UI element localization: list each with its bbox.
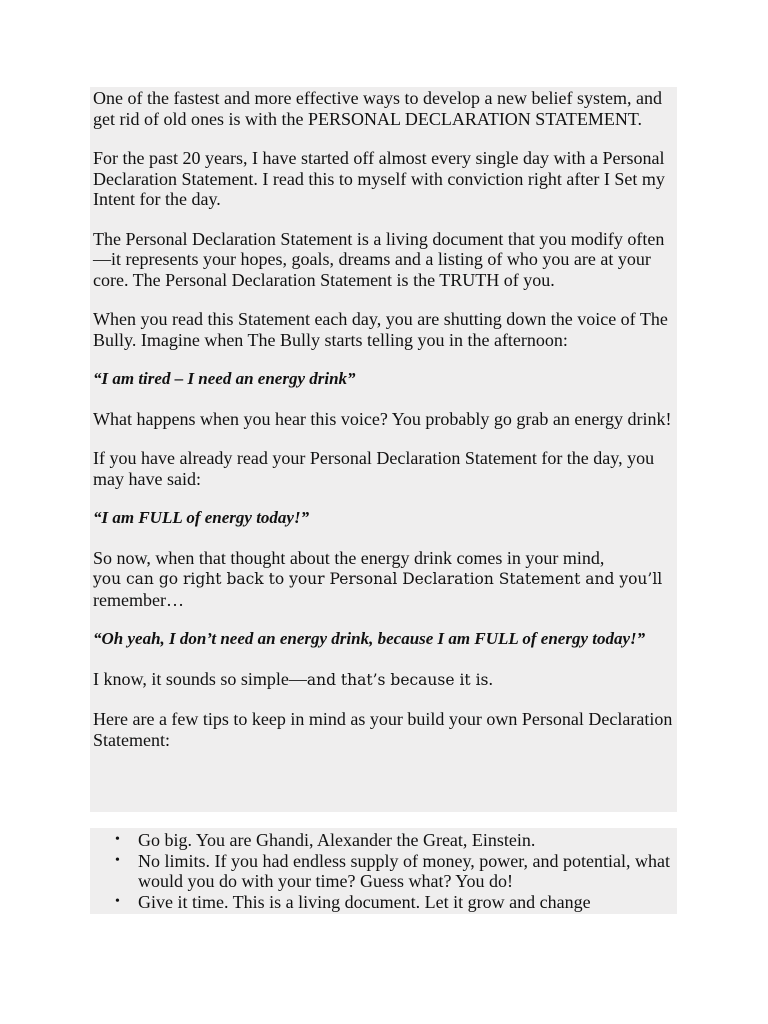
tip-text: No limits. If you had endless supply of money, power, and potential, what would you do with your time? Guess what? You do!: [138, 850, 671, 891]
paragraph-so-now-end: remember…: [93, 589, 184, 610]
tip-text: Give it time. This is a living document. Let it grow and change: [138, 891, 591, 912]
list-item: [93, 892, 677, 913]
bullet-icon: •: [115, 893, 120, 909]
tip-text: Go big. You are Ghandi, Alexander the Great, Einstein.: [138, 830, 536, 850]
paragraph-tips-intro: Here are a few tips to keep in mind as your build your own Personal Declaration Statement:: [93, 709, 673, 750]
paragraph-so-now-start: So now, when that thought about the energy drink comes in your mind,: [93, 547, 605, 568]
paragraph-sounds-simple-end: .: [488, 668, 493, 689]
paragraph-sounds-simple-mid: and that’s because it is: [306, 670, 489, 689]
quote-oh-yeah: “Oh yeah, I don’t need an energy drink, because I am FULL of energy today!”: [93, 629, 646, 648]
paragraph-so-now: [93, 548, 677, 611]
quote-full-of-energy: “I am FULL of energy today!”: [93, 508, 310, 527]
list-item: [93, 851, 677, 892]
bullet-icon: •: [115, 852, 120, 868]
document-body: [93, 88, 677, 750]
bullet-icon: •: [115, 832, 120, 847]
paragraph-sounds-simple-start: I know, it sounds so simple—: [93, 668, 307, 689]
paragraph-sounds-simple: [93, 669, 677, 691]
paragraph-intro: One of the fastest and more effective ways to develop a new belief system, and get rid of old ones is with the PERSONAL DECLARATION STATEMENT.: [93, 88, 662, 129]
paragraph-the-bully: When you read this Statement each day, you are shutting down the voice of The Bully. Imagine when The Bully starts telling you in the afternoon:: [93, 309, 668, 350]
paragraph-living-document: The Personal Declaration Statement is a living document that you modify often—it represents your hopes, goals, dreams and a listing of who you are at your core. The Personal Declaration Statement is the TRUTH of you.: [93, 228, 665, 290]
paragraph-already-read: If you have already read your Personal Declaration Statement for the day, you may have said:: [93, 448, 655, 489]
tips-list: [93, 830, 677, 912]
paragraph-what-happens: What happens when you hear this voice? You probably go grab an energy drink!: [93, 408, 672, 429]
paragraph-so-now-mid: you can go right back to your Personal Declaration Statement and you’ll: [93, 570, 663, 588]
list-item: [93, 830, 677, 851]
quote-tired: “I am tired – I need an energy drink”: [93, 369, 356, 388]
paragraph-past-20-years: For the past 20 years, I have started off almost every single day with a Personal Declaration Statement. I read this to myself with conviction right after I Set my Intent for the day.: [93, 148, 665, 209]
